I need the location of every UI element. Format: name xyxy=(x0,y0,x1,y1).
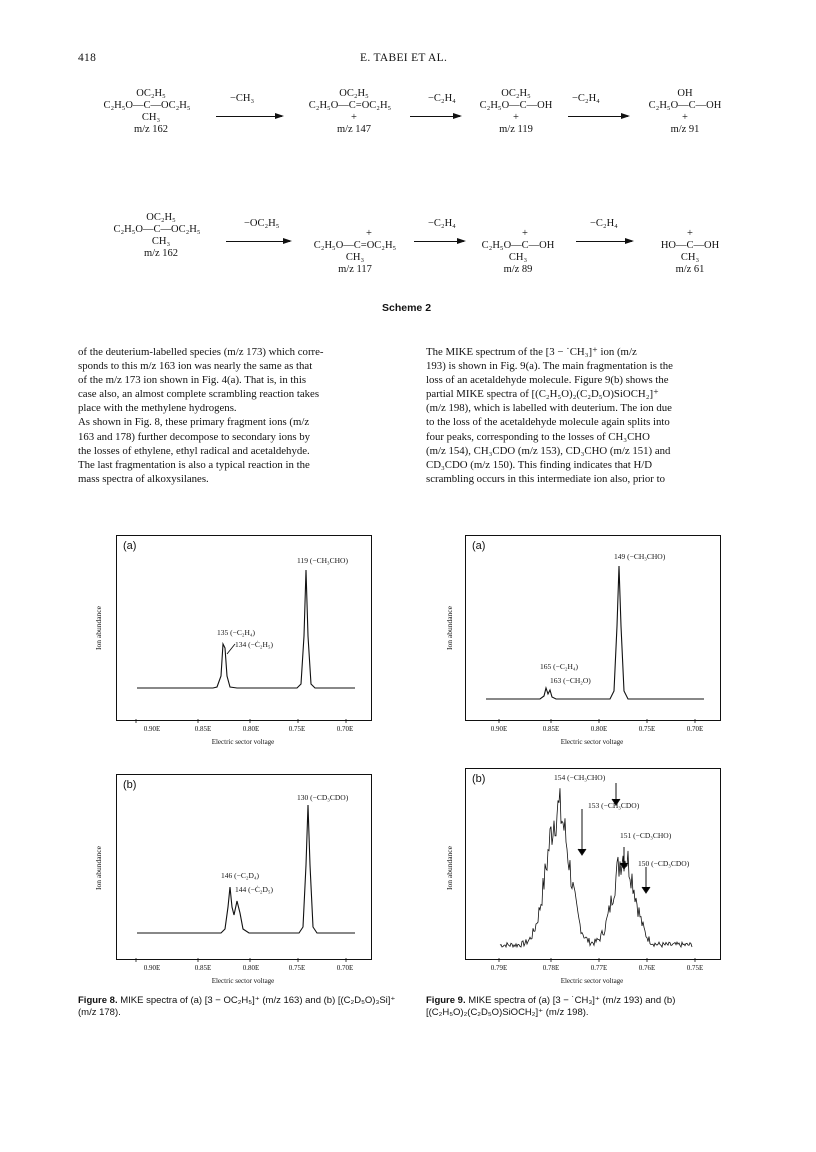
molecule: OC₂H₅ C₂H₅O—C—OH + m/z 119 xyxy=(479,88,553,135)
molecule: + HO—C—OH CH₃ m/z 61 xyxy=(660,228,720,275)
molecule: OC₂H₅ C₂H₅O—C—OC₂H₅ CH₃ m/z 162 xyxy=(113,212,201,259)
arrow-label: −C₂H₄ xyxy=(428,93,456,104)
figure-8-caption: Figure 8. MIKE spectra of (a) [3 − OC₂H₅]⁺ (m/z 163) and (b) [(C₂D₅O)₃Si]⁺ (m/z 178). xyxy=(78,995,396,1018)
figure-9-caption: Figure 9. MIKE spectra of (a) [3 − ˙CH₃]⁺ (m/z 193) and (b) [(C₂H₅O)₂(C₂D₅O)SiOCH₂]⁺ (m/z 198). xyxy=(426,995,676,1018)
page-number: 418 xyxy=(78,52,97,64)
body-text-right: The MIKE spectrum of the [3 − ˙CH₃]⁺ ion (m/z 193) is shown in Fig. 9(a). The main fragmentation is the loss of an acetaldehyde molecule. Figure 9(b) shows the partial MIKE spectra of [(C₂H₅O)₂(C₂D₅O)SiOCH₂]⁺ (m/z 198), which is labelled with deuterium. The ion due to the loss of the acetaldehyde molecule again splits into four peaks, corresponding to the losses of CH₃CHO (m/z 154), CH₃CDO (m/z 153), CD₃CHO (m/z 151) and CD₃CDO (m/z 150). This finding indicates that H/D scrambling occurs in this intermediate ion also, prior to xyxy=(426,346,673,485)
x-axis-label: Electric sector voltage xyxy=(211,977,275,985)
molecule: OC₂H₅ C₂H₅O—C—OC₂H₅ CH₃ m/z 162 xyxy=(103,88,191,135)
molecule: + C₂H₅O—C—OH CH₃ m/z 89 xyxy=(481,228,555,275)
fig9-panel-b xyxy=(465,768,721,960)
fig8-panel-b xyxy=(116,774,372,960)
peak-label: 146 (−C₂D₄) xyxy=(221,871,259,880)
molecule: OH C₂H₅O—C—OH + m/z 91 xyxy=(648,88,722,135)
x-tick: 0.75E xyxy=(686,964,704,972)
peak-label: 151 (−CD₃CHO) xyxy=(620,831,672,840)
panel-label: (b) xyxy=(123,779,137,791)
x-tick: 0.70E xyxy=(336,725,354,733)
peak-label: 154 (−CH₃CHO) xyxy=(554,773,606,782)
panel-label: (a) xyxy=(123,540,137,552)
panel-label: (a) xyxy=(472,540,486,552)
x-tick: 0.90E xyxy=(490,725,508,733)
y-axis-label: Ion abundance xyxy=(94,606,103,650)
peak-label: 130 (−CD₃CDO) xyxy=(297,793,349,802)
x-axis-label: Electric sector voltage xyxy=(211,738,275,746)
x-axis-label: Electric sector voltage xyxy=(560,977,624,985)
y-axis-label: Ion abundance xyxy=(445,846,454,890)
arrow-label: −C₂H₄ xyxy=(590,218,618,229)
molecule: OC₂H₅ C₂H₅O—C=OC₂H₅ + m/z 147 xyxy=(308,88,392,135)
peak-label: 134 (−Ċ₂H₅) xyxy=(235,640,273,649)
peak-label: 135 (−C₂H₄) xyxy=(217,628,255,637)
fig8-panel-a xyxy=(116,535,372,721)
x-tick: 0.70E xyxy=(686,725,704,733)
molecule: + C₂H₅O—C=OC₂H₅ CH₃ m/z 117 xyxy=(313,228,397,275)
arrow-label: −C₂H₄ xyxy=(428,218,456,229)
x-tick: 0.80E xyxy=(590,725,608,733)
peak-label: 153 (−CH₃CDO) xyxy=(588,801,640,810)
x-axis-label: Electric sector voltage xyxy=(560,738,624,746)
reaction-arrow xyxy=(414,241,464,242)
y-axis-label: Ion abundance xyxy=(94,846,103,890)
panel-label: (b) xyxy=(472,773,486,785)
reaction-arrow xyxy=(576,241,632,242)
fig9-panel-a xyxy=(465,535,721,721)
arrow-label: −OC₂H₅ xyxy=(244,218,280,229)
arrow-label: −CH₃ xyxy=(230,93,255,104)
x-tick: 0.90E xyxy=(143,964,161,972)
fig9a-trace xyxy=(466,536,720,720)
reaction-arrow xyxy=(568,116,628,117)
x-tick: 0.75E xyxy=(638,725,656,733)
x-tick: 0.78E xyxy=(542,964,560,972)
x-tick: 0.79E xyxy=(490,964,508,972)
peak-label: 144 (−Ċ₂D₅) xyxy=(235,885,273,894)
x-tick: 0.80E xyxy=(242,964,260,972)
x-tick: 0.77E xyxy=(590,964,608,972)
x-tick: 0.90E xyxy=(143,725,161,733)
x-tick: 0.85E xyxy=(194,964,212,972)
x-tick: 0.76E xyxy=(638,964,656,972)
reaction-arrow xyxy=(410,116,460,117)
peak-label: 165 (−C₂H₄) xyxy=(540,662,578,671)
peak-label: 119 (−CH₃CHO) xyxy=(297,556,348,565)
x-tick: 0.75E xyxy=(288,725,306,733)
y-axis-label: Ion abundance xyxy=(445,606,454,650)
scheme-caption: Scheme 2 xyxy=(382,302,432,314)
x-tick: 0.75E xyxy=(288,964,306,972)
reaction-arrow xyxy=(216,116,282,117)
fig8b-trace xyxy=(117,775,371,959)
running-title: E. TABEI ET AL. xyxy=(360,52,448,64)
peak-label: 150 (−CD₃CDO) xyxy=(638,859,690,868)
x-tick: 0.85E xyxy=(194,725,212,733)
arrow-label: −C₂H₄ xyxy=(572,93,600,104)
peak-label: 163 (−CH₂O) xyxy=(550,676,591,685)
peak-label: 149 (−CH₃CHO) xyxy=(614,552,666,561)
x-tick: 0.70E xyxy=(336,964,354,972)
x-tick: 0.80E xyxy=(242,725,260,733)
x-tick: 0.85E xyxy=(542,725,560,733)
body-text-left: of the deuterium-labelled species (m/z 173) which corre- sponds to this m/z 163 ion was nearly the same as that of the m/z 173 ion shown in Fig. 4(a). That is, in this case also, an almost complete scrambling reaction takes place with the methylene hydrogens. As shown in Fig. 8, these primary fragment ions (m/z 163 and 178) further decompose to secondary ions by the losses of ethylene, ethyl radical and acetaldehyde. The last fragmentation is also a typical reaction in the mass spectra of alkoxysilanes. xyxy=(78,346,324,485)
reaction-arrow xyxy=(226,241,290,242)
